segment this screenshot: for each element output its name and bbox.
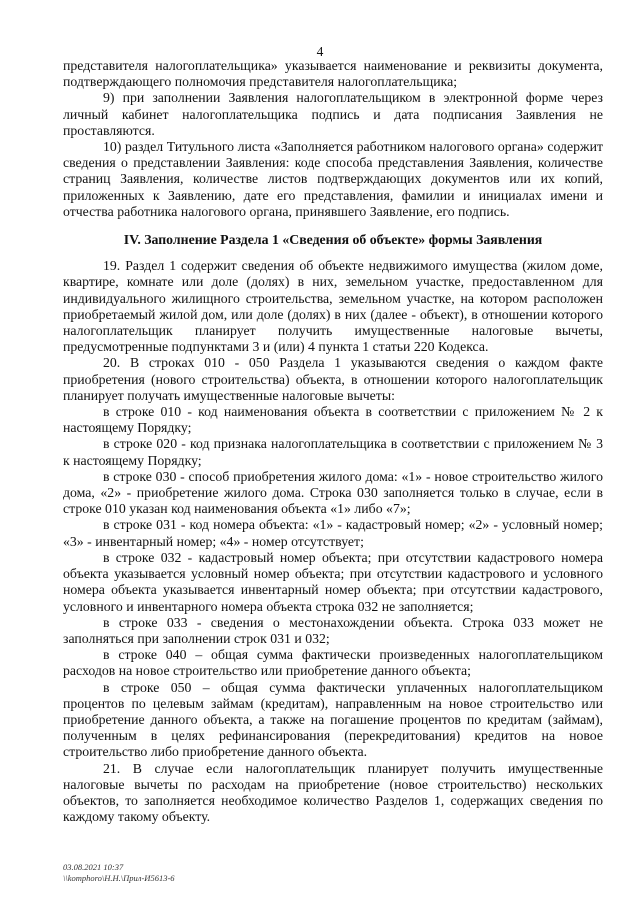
paragraph-21: 21. В случае если налогоплательщик планирует получить имущественные налоговые вычеты по расходам на приобретение (новое строительство) нескольких объектов, то заполняется необходимое количество Разделов 1, содержащих сведения по каждому такому объекту. — [63, 760, 603, 825]
paragraph-20: 20. В строках 010 - 050 Раздела 1 указываются сведения о каждом факте приобретения (нового строительства) объекта, в отношении которого налогоплательщик планирует получать имущественные налоговые вычеты: — [63, 355, 603, 403]
paragraph-item-10: 10) раздел Титульного листа «Заполняется работником налогового органа» содержит сведения о представлении Заявления: коде способа представления Заявления, количестве страниц Заявления, количестве листов подтверждающих документов или их копий, приложенных к Заявлению, дате его представления, фамилии и инициалах имени и отчества работника налогового органа, принявшего Заявление, его подпись. — [63, 139, 603, 219]
page-number: 4 — [316, 44, 324, 59]
paragraph-continuation: представителя налогоплательщика» указывается наименование и реквизиты документа, подтверждающего полномочия представителя налогоплательщика; — [63, 58, 603, 90]
line-032-description: в строке 032 - кадастровый номер объекта; при отсутствии кадастрового номера объекта указывается условный номер объекта; при отсутствии кадастрового и условного номера объекта указывается инвентарный номер объекта; при отсутствии кадастрового, условного и инвентарного номера объекта строка 032 не заполняется; — [63, 549, 603, 614]
line-040-description: в строке 040 – общая сумма фактически произведенных налогоплательщиком расходов на новое строительство или приобретение данного объекта; — [63, 647, 603, 679]
line-033-description: в строке 033 - сведения о местонахождении объекта. Строка 033 может не заполняться при заполнении строк 031 и 032; — [63, 614, 603, 646]
line-030-description: в строке 030 - способ приобретения жилого дома: «1» - новое строительство жилого дома, «2» - приобретение жилого дома. Строка 030 заполняется только в случае, если в строке 010 указан код наименования объекта «1» либо «7»; — [63, 468, 603, 517]
line-010-description: в строке 010 - код наименования объекта в соответствии с приложением № 2 к настоящему Порядку; — [63, 404, 603, 436]
section-heading: IV. Заполнение Раздела 1 «Сведения об объекте» формы Заявления — [123, 232, 543, 248]
footer-timestamp: 03.08.2021 10:37 — [63, 862, 124, 872]
document-body — [63, 58, 603, 825]
line-050-description: в строке 050 – общая сумма фактически уплаченных налогоплательщиком процентов по целевым займам (кредитам), направленным на новое строительство или приобретение данного объекта, а также на погашение процентов по кредитам (займам), полученным в целях рефинансирования (перекредитования) кредитов на новое строительство либо приобретение данного объекта. — [63, 679, 603, 760]
footer-file-path: \\komphoro\Н.Н.\Прил-И5613-6 — [63, 873, 175, 883]
paragraph-item-9: 9) при заполнении Заявления налогоплательщиком в электронной форме через личный кабинет налогоплательщика подпись и дата подписания Заявления не проставляются. — [63, 90, 603, 138]
line-031-description: в строке 031 - код номера объекта: «1» - кадастровый номер; «2» - условный номер; «3» - инвентарный номер; «4» - номер отсутствует; — [63, 517, 603, 549]
line-020-description: в строке 020 - код признака налогоплательщика в соответствии с приложением № 3 к настоящему Порядку; — [63, 436, 603, 468]
document-footer — [63, 862, 175, 884]
paragraph-19: 19. Раздел 1 содержит сведения об объекте недвижимого имущества (жилом доме, квартире, комнате или доле (долях) в них, земельном участке, предоставленном для индивидуального жилищного строительства, земельном участке, на котором расположен приобретаемый жилой дом, или доле (долях) в них (далее - объект), в отношении которого налогоплательщик планирует получить имущественные налоговые вычеты, предусмотренные подпунктами 3 и (или) 4 пункта 1 статьи 220 Кодекса. — [63, 258, 603, 355]
